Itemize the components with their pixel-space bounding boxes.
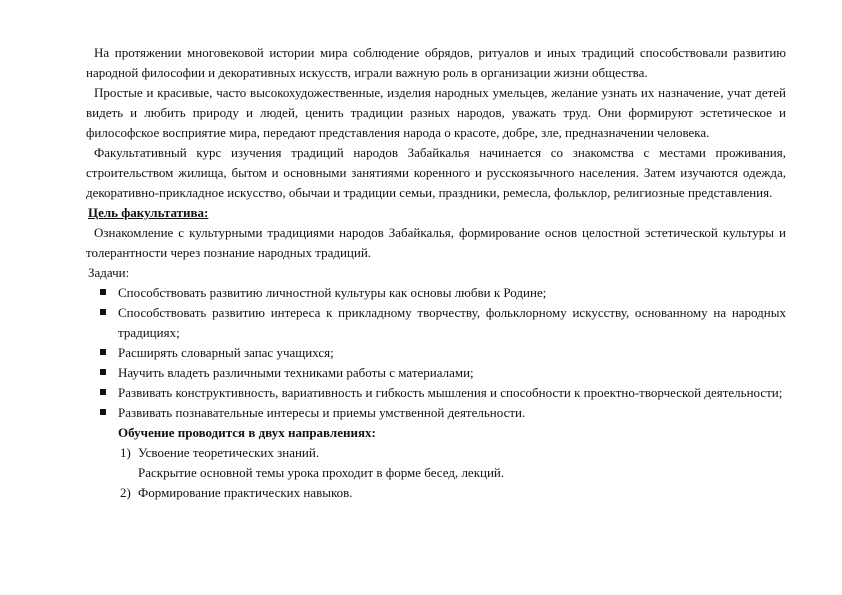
task-text: Развивать познавательные интересы и приемы умственной деятельности. bbox=[118, 405, 526, 420]
square-bullet-icon bbox=[100, 309, 106, 315]
training-heading: Обучение проводится в двух направлениях: bbox=[118, 425, 376, 440]
list-item bbox=[86, 363, 786, 383]
paragraph-history: На протяжении многовековой истории мира соблюдение обрядов, ритуалов и иных традиций способствовали развитию народной философии и декоративных искусств, играли важную роль в организации жизни общества. bbox=[86, 45, 786, 80]
square-bullet-icon bbox=[100, 289, 106, 295]
square-bullet-icon bbox=[100, 349, 106, 355]
training-item-text: Усвоение теоретических знаний. bbox=[138, 445, 320, 460]
task-text: Расширять словарный запас учащихся; bbox=[118, 345, 334, 360]
training-item-text: Формирование практических навыков. bbox=[138, 485, 353, 500]
square-bullet-icon bbox=[100, 409, 106, 415]
list-item bbox=[86, 303, 786, 343]
task-text: Способствовать развитию интереса к прикладному творчеству, фольклорному искусству, основанному на народных традициях; bbox=[118, 305, 786, 340]
list-item bbox=[86, 343, 786, 363]
list-item bbox=[86, 283, 786, 303]
training-list bbox=[86, 443, 786, 463]
list-item bbox=[86, 383, 786, 403]
list-item bbox=[86, 403, 786, 423]
item-number: 2) bbox=[120, 485, 131, 500]
paragraph-crafts: Простые и красивые, часто высокохудожественные, изделия народных умельцев, желание узнать их назначение, учат детей видеть и любить природу и людей, ценить традиции разных народов, уважать труд. Они формируют эстетическое и философское восприятие мира, передают представления народа о красоте, добре, зле, предназначении человека. bbox=[86, 85, 786, 140]
tasks-label: Задачи: bbox=[88, 265, 130, 280]
tasks-list bbox=[86, 283, 786, 423]
square-bullet-icon bbox=[100, 369, 106, 375]
task-text: Развивать конструктивность, вариативность и гибкость мышления и способности к проектно-творческой деятельности; bbox=[118, 385, 783, 400]
task-text: Способствовать развитию личностной культуры как основы любви к Родине; bbox=[118, 285, 547, 300]
goal-heading: Цель факультатива: bbox=[88, 205, 209, 220]
item-number: 1) bbox=[120, 445, 131, 460]
training-item-detail: Раскрытие основной темы урока проходит в форме бесед, лекций. bbox=[138, 465, 505, 480]
list-item bbox=[86, 443, 786, 463]
task-text: Научить владеть различными техниками работы с материалами; bbox=[118, 365, 474, 380]
goal-text: Ознакомление с культурными традициями народов Забайкалья, формирование основ целостной эстетической культуры и толерантности через познание народных традиций. bbox=[86, 225, 786, 260]
list-item bbox=[86, 483, 786, 503]
square-bullet-icon bbox=[100, 389, 106, 395]
training-list-continued bbox=[86, 483, 786, 503]
paragraph-course: Факультативный курс изучения традиций народов Забайкалья начинается со знакомства с местами проживания, строительством жилища, бытом и основными занятиями коренного и русскоязычного населения. Затем изучаются одежда, декоративно-прикладное искусство, обычаи и традиции семьи, праздники, ремесла, фольклор, религиозные представления. bbox=[86, 145, 786, 200]
